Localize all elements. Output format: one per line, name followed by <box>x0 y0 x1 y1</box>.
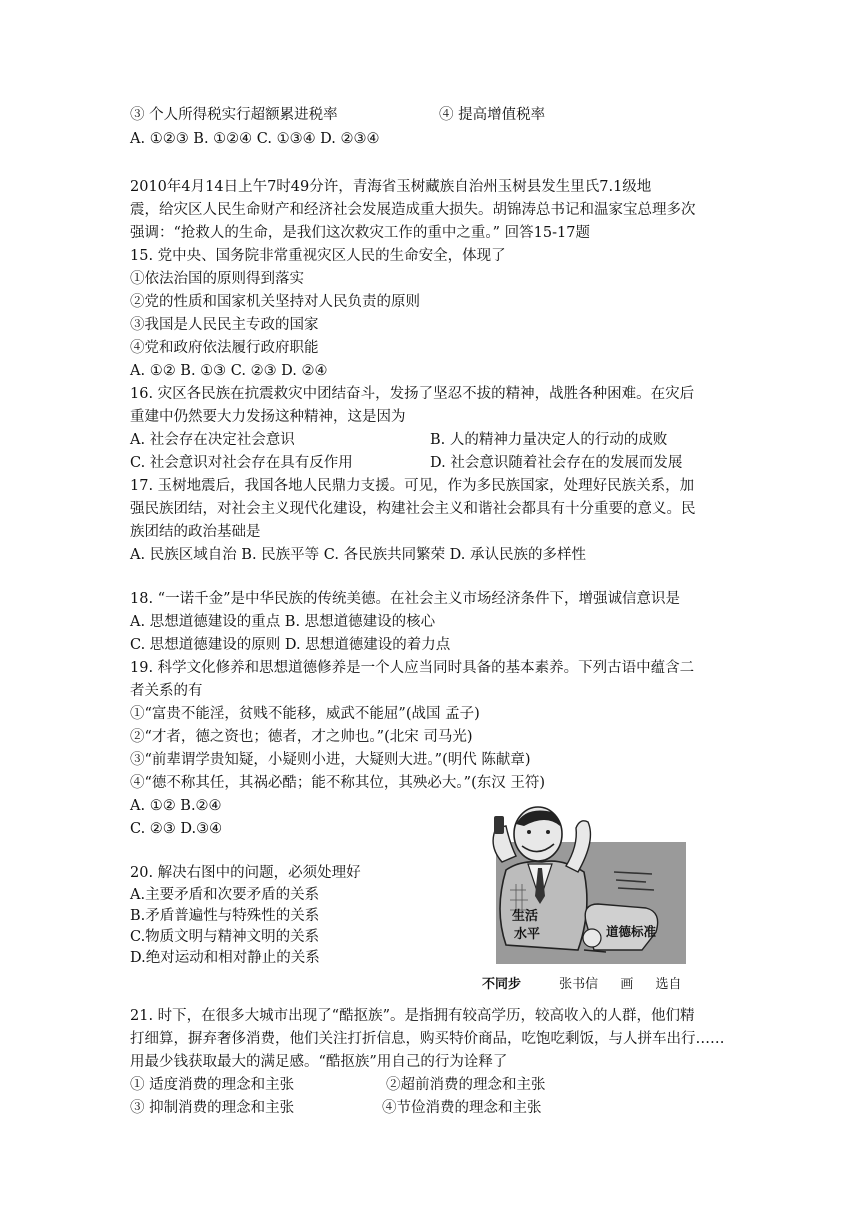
q21-option-4: ④节俭消费的理念和主张 <box>382 1100 542 1116</box>
q18-options-row-1: A. 思想道德建设的重点 B. 思想道德建设的核心 <box>130 614 436 630</box>
q14-options-row <box>130 104 546 126</box>
passage-line-2: 震，给灾区人民生命财产和经济社会发展造成重大损失。胡锦涛总书记和温家宝总理多次 <box>130 202 696 218</box>
q19-item-2: ②“才者，德之资也；德者，才之帅也。”(北宋 司马光) <box>130 729 473 745</box>
q20-option-d: D.绝对运动和相对静止的关系 <box>130 950 320 966</box>
q15-item-4: ④党和政府依法履行政府职能 <box>130 340 319 356</box>
q19-options-row-1: A. ①② B.②④ <box>130 798 222 814</box>
q15-item-3: ③我国是人民民主专政的国家 <box>130 317 319 333</box>
q15-item-1: ①依法治国的原则得到落实 <box>130 271 304 287</box>
q18-options-row-2: C. 思想道德建设的原则 D. 思想道德建设的着力点 <box>130 637 451 653</box>
q17-stem-line-3: 族团结的政治基础是 <box>130 524 261 540</box>
passage-line-3: 强调：“抢救人的生命，是我们这次救灾工作的重中之重。” 回答15-17题 <box>130 225 590 241</box>
passage-line-1: 2010年4月14日上午7时49分许，青海省玉树藏族自治州玉树县发生里氏7.1级地 <box>130 179 652 195</box>
q21-option-3: ③ 抑制消费的理念和主张 <box>130 1100 295 1116</box>
q16-stem-line-1: 16. 灾区各民族在抗震救灾中团结奋斗，发扬了坚忍不拔的精神，战胜各种困难。在灾后 <box>130 386 695 402</box>
q17-stem-line-2: 强民族团结，对社会主义现代化建设，构建社会主义和谐社会都具有十分重要的意义。民 <box>130 501 696 517</box>
q19-stem-line-1: 19. 科学文化修养和思想道德修养是一个人应当同时具备的基本素养。下列古语中蕴含二 <box>130 660 695 676</box>
q17-answers: A. 民族区域自治 B. 民族平等 C. 各民族共同繁荣 D. 承认民族的多样性 <box>130 547 587 563</box>
q21-stem-line-2: 打细算，摒弃奢侈消费，他们关注打折信息，购买特价商品，吃饱吃剩饭，与人拼车出行…… <box>130 1031 725 1047</box>
q20-option-a: A.主要矛盾和次要矛盾的关系 <box>130 887 320 903</box>
q20-stem: 20. 解决右图中的问题，必须处理好 <box>130 865 361 881</box>
q21-stem-line-3: 用最少钱获取最大的满足感。“酷抠族”用自己的行为诠释了 <box>130 1054 508 1070</box>
label-living-standard-1: 生活 <box>512 909 539 924</box>
q15-answers: A. ①② B. ①③ C. ②③ D. ②④ <box>130 363 328 379</box>
label-living-standard-2: 水平 <box>514 927 541 942</box>
cartoon-author: 张书信 <box>559 977 599 992</box>
q17-stem-line-1: 17. 玉树地震后，我国各地人民鼎力支援。可见，作为多民族国家，处理好民族关系，加 <box>130 478 695 494</box>
q14-option-3: ③ 个人所得税实行超额累进税率 <box>130 107 338 123</box>
q16-stem-line-2: 重建中仍然要大力发扬这种精神，这是因为 <box>130 409 406 425</box>
q21-option-1: ① 适度消费的理念和主张 <box>130 1077 295 1093</box>
q18-stem: 18. “一诺千金”是中华民族的传统美德。在社会主义市场经济条件下，增强诚信意识是 <box>130 591 680 607</box>
q16-options-row-1 <box>130 429 668 451</box>
q21-option-2: ②超前消费的理念和主张 <box>386 1077 546 1093</box>
q21-options-row-1 <box>130 1074 546 1096</box>
q15-stem: 15. 党中央、国务院非常重视灾区人民的生命安全，体现了 <box>130 248 506 264</box>
cartoon-illustration <box>466 800 698 970</box>
cartoon-title: 不同步 <box>482 977 522 992</box>
man-figure <box>493 807 590 950</box>
cartoon-credit-end: 选自 <box>655 977 682 992</box>
q14-answers: A. ①②③ B. ①②④ C. ①③④ D. ②③④ <box>130 131 380 147</box>
q16-options-row-2 <box>130 452 683 474</box>
q21-options-row-2 <box>130 1097 542 1119</box>
q19-item-3: ③“前辈谓学贵知疑，小疑则小进，大疑则大进。”(明代 陈献章) <box>130 752 531 768</box>
q16-option-c: C. 社会意识对社会存在具有反作用 <box>130 455 353 471</box>
label-moral-standard: 道德标准 <box>606 924 657 939</box>
q19-item-4: ④“德不称其任，其祸必酷；能不称其位，其殃必大。”(东汉 王符) <box>130 775 545 791</box>
q21-stem-line-1: 21. 时下，在很多大城市出现了“酷抠族”。是指拥有较高学历，较高收入的人群，他们精 <box>130 1008 695 1024</box>
q15-item-2: ②党的性质和国家机关坚持对人民负责的原则 <box>130 294 420 310</box>
q19-item-1: ①“富贵不能淫，贫贱不能移，威武不能屈”(战国 孟子) <box>130 706 480 722</box>
q16-option-b: B. 人的精神力量决定人的行动的成败 <box>430 432 668 448</box>
q16-option-a: A. 社会存在决定社会意识 <box>130 432 295 448</box>
q20-option-b: B.矛盾普遍性与特殊性的关系 <box>130 908 320 924</box>
q14-option-4: ④ 提高增值税率 <box>439 107 546 123</box>
cartoon-credit-mid: 画 <box>620 977 634 992</box>
cartoon-caption <box>482 975 699 995</box>
q19-stem-line-2: 者关系的有 <box>130 683 203 699</box>
q20-option-c: C.物质文明与精神文明的关系 <box>130 929 320 945</box>
q16-option-d: D. 社会意识随着社会存在的发展而发展 <box>430 455 683 471</box>
q19-options-row-2: C. ②③ D.③④ <box>130 821 223 837</box>
